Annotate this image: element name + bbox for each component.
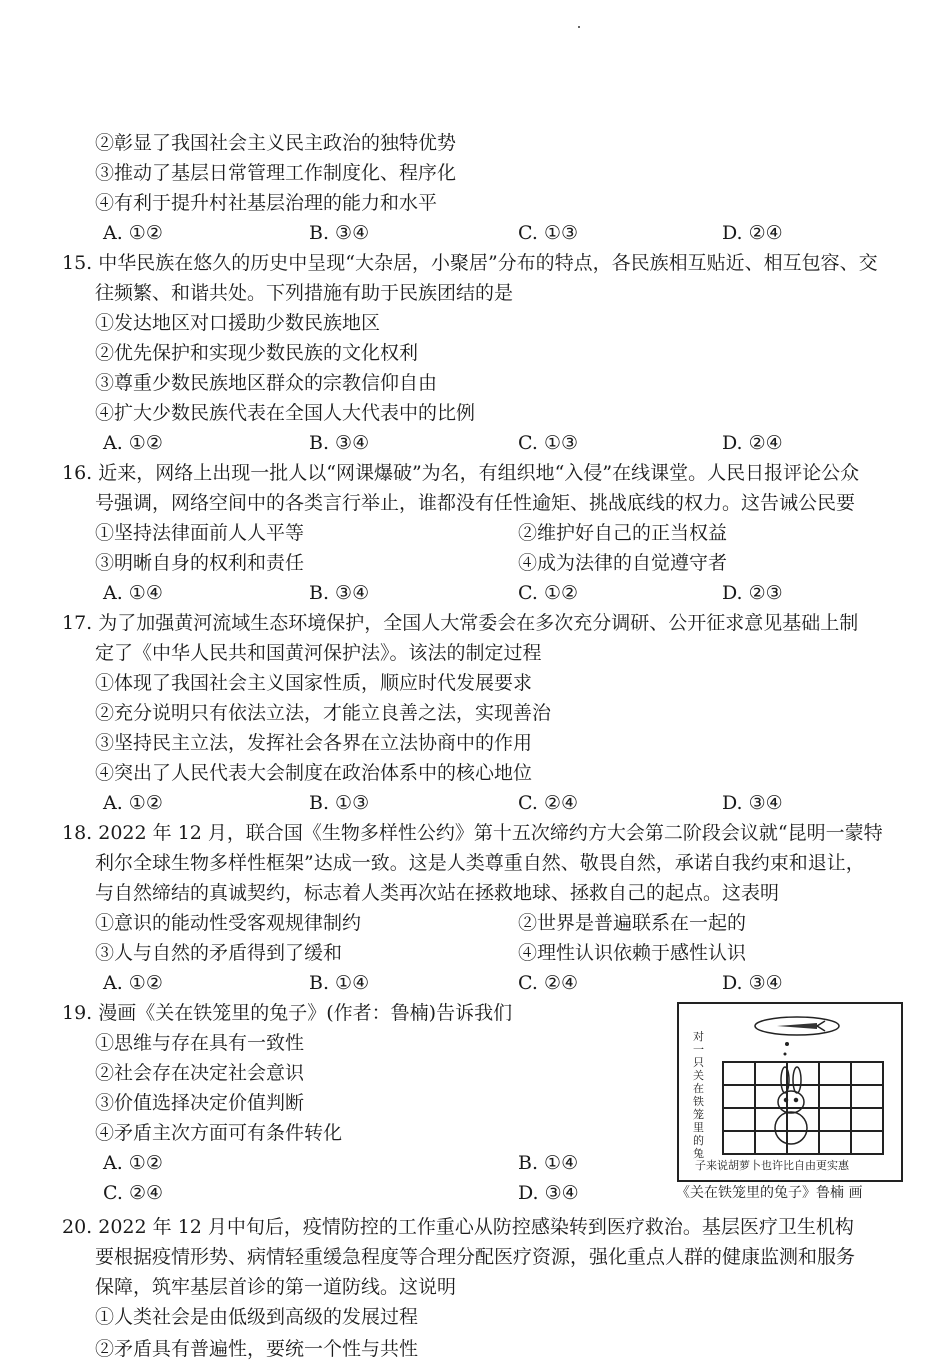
q20-option-2-partial: ②矛盾具有普遍性，要统一个性与共性 <box>95 1338 419 1360</box>
q16-option-1: ①坚持法律面前人人平等 <box>95 522 305 544</box>
q15-answer-c: C. ①③ <box>518 432 579 454</box>
q14-option-3: ③推动了基层日常管理工作制度化、程序化 <box>95 162 457 184</box>
q17-stem-line1: 17. 为了加强黄河流域生态环境保护，全国人大常委会在多次充分调研、公开征求意见基础上制 <box>62 612 859 634</box>
q19-answer-a: A. ①② <box>103 1152 163 1174</box>
cage-grid <box>723 1062 883 1154</box>
q20-stem-line1: 20. 2022 年 12 月中旬后，疫情防控的工作重心从防控感染转到医疗救治。基层医疗卫生机构 <box>62 1216 854 1238</box>
q18-stem-line3: 与自然缔结的真诚契约，标志着人类再次站在拯救地球、拯救自己的起点。这表明 <box>95 882 780 904</box>
scan-speck <box>578 26 580 28</box>
q19-option-2: ②社会存在决定社会意识 <box>95 1062 305 1084</box>
q15-stem-line2: 往频繁、和谐共处。下列措施有助于民族团结的是 <box>95 282 514 304</box>
q15-option-1: ①发达地区对口援助少数民族地区 <box>95 312 381 334</box>
q16-stem-line2: 号强调，网络空间中的各类言行举止，谁都没有任性逾矩、挑战底线的权力。这告诫公民要 <box>95 492 856 514</box>
q17-option-2: ②充分说明只有依法立法，才能立良善之法，实现善治 <box>95 702 552 724</box>
q15-answer-d: D. ②④ <box>722 432 783 454</box>
cartoon-caption: 《关在铁笼里的兔子》鲁楠 画 <box>676 1185 863 1201</box>
rabbit-icon <box>775 1067 807 1144</box>
cartoon-side-text: 对一只关在铁笼里的兔 <box>693 1030 704 1160</box>
q20-option-1: ①人类社会是由低级到高级的发展过程 <box>95 1306 419 1328</box>
q17-stem-line2: 定了《中华人民共和国黄河保护法》。该法的制定过程 <box>95 642 542 664</box>
q18-answer-d: D. ③④ <box>722 972 783 994</box>
q16-option-3: ③明晰自身的权利和责任 <box>95 552 305 574</box>
cartoon-bottom-text: 子来说胡萝卜也许比自由更实惠 <box>695 1159 849 1172</box>
q14-answer-c: C. ①③ <box>518 222 579 244</box>
q17-answer-d: D. ③④ <box>722 792 783 814</box>
carrot-icon <box>777 1023 817 1029</box>
q20-stem-line3: 保障，筑牢基层首诊的第一道防线。这说明 <box>95 1276 457 1298</box>
q19-answer-c: C. ②④ <box>103 1182 164 1204</box>
q19-stem-line1: 19. 漫画《关在铁笼里的兔子》(作者：鲁楠)告诉我们 <box>62 1002 513 1024</box>
cartoon-figure <box>677 1002 903 1182</box>
q15-answer-b: B. ③④ <box>309 432 370 454</box>
q20-stem-line2: 要根据疫情形势、病情轻重缓急程度等合理分配医疗资源，强化重点人群的健康监测和服务 <box>95 1246 856 1268</box>
q17-option-4: ④突出了人民代表大会制度在政治体系中的核心地位 <box>95 762 533 784</box>
cartoon-drawing <box>679 1004 901 1180</box>
q18-option-1: ①意识的能动性受客观规律制约 <box>95 912 362 934</box>
q18-answer-c: C. ②④ <box>518 972 579 994</box>
q18-answer-a: A. ①② <box>103 972 163 994</box>
q19-option-3: ③价值选择决定价值判断 <box>95 1092 305 1114</box>
q17-option-1: ①体现了我国社会主义国家性质，顺应时代发展要求 <box>95 672 533 694</box>
q14-answer-a: A. ①② <box>103 222 163 244</box>
q16-stem-line1: 16. 近来，网络上出现一批人以“网课爆破”为名，有组织地“入侵”在线课堂。人民日报评论公众 <box>62 462 860 484</box>
q18-option-4: ④理性认识依赖于感性认识 <box>518 942 747 964</box>
q19-option-1: ①思维与存在具有一致性 <box>95 1032 305 1054</box>
q16-option-4: ④成为法律的自觉遵守者 <box>518 552 728 574</box>
q16-answer-c: C. ①② <box>518 582 579 604</box>
q17-option-3: ③坚持民主立法，发挥社会各界在立法协商中的作用 <box>95 732 533 754</box>
q15-answer-a: A. ①② <box>103 432 163 454</box>
q14-option-2: ②彰显了我国社会主义民主政治的独特优势 <box>95 132 457 154</box>
q15-option-3: ③尊重少数民族地区群众的宗教信仰自由 <box>95 372 438 394</box>
q19-answer-b: B. ①④ <box>518 1152 579 1174</box>
q15-stem-line1: 15. 中华民族在悠久的历史中呈现“大杂居，小聚居”分布的特点，各民族相互贴近、相互包容、交 <box>62 252 878 274</box>
q18-answer-b: B. ①④ <box>309 972 370 994</box>
q20-cut-line <box>62 1336 419 1360</box>
q16-answer-a: A. ①④ <box>103 582 163 604</box>
q16-answer-d: D. ②③ <box>722 582 783 604</box>
q17-answer-a: A. ①② <box>103 792 163 814</box>
q14-option-4: ④有利于提升村社基层治理的能力和水平 <box>95 192 438 214</box>
q18-stem-line2: 利尔全球生物多样性框架”达成一致。这是人类尊重自然、敬畏自然，承诺自我约束和退让， <box>95 852 865 874</box>
q14-answer-b: B. ③④ <box>309 222 370 244</box>
q15-option-2: ②优先保护和实现少数民族的文化权利 <box>95 342 419 364</box>
q19-option-4: ④矛盾主次方面可有条件转化 <box>95 1122 343 1144</box>
q15-option-4: ④扩大少数民族代表在全国人大代表中的比例 <box>95 402 476 424</box>
q16-answer-b: B. ③④ <box>309 582 370 604</box>
q17-answer-b: B. ①③ <box>309 792 370 814</box>
q18-option-3: ③人与自然的矛盾得到了缓和 <box>95 942 343 964</box>
q17-answer-c: C. ②④ <box>518 792 579 814</box>
q19-answer-d: D. ③④ <box>518 1182 579 1204</box>
q18-stem-line1: 18. 2022 年 12 月，联合国《生物多样性公约》第十五次缔约方大会第二阶段会议就“昆明一蒙特 <box>62 822 883 844</box>
q18-option-2: ②世界是普遍联系在一起的 <box>518 912 747 934</box>
q14-answer-d: D. ②④ <box>722 222 783 244</box>
q16-option-2: ②维护好自己的正当权益 <box>518 522 728 544</box>
